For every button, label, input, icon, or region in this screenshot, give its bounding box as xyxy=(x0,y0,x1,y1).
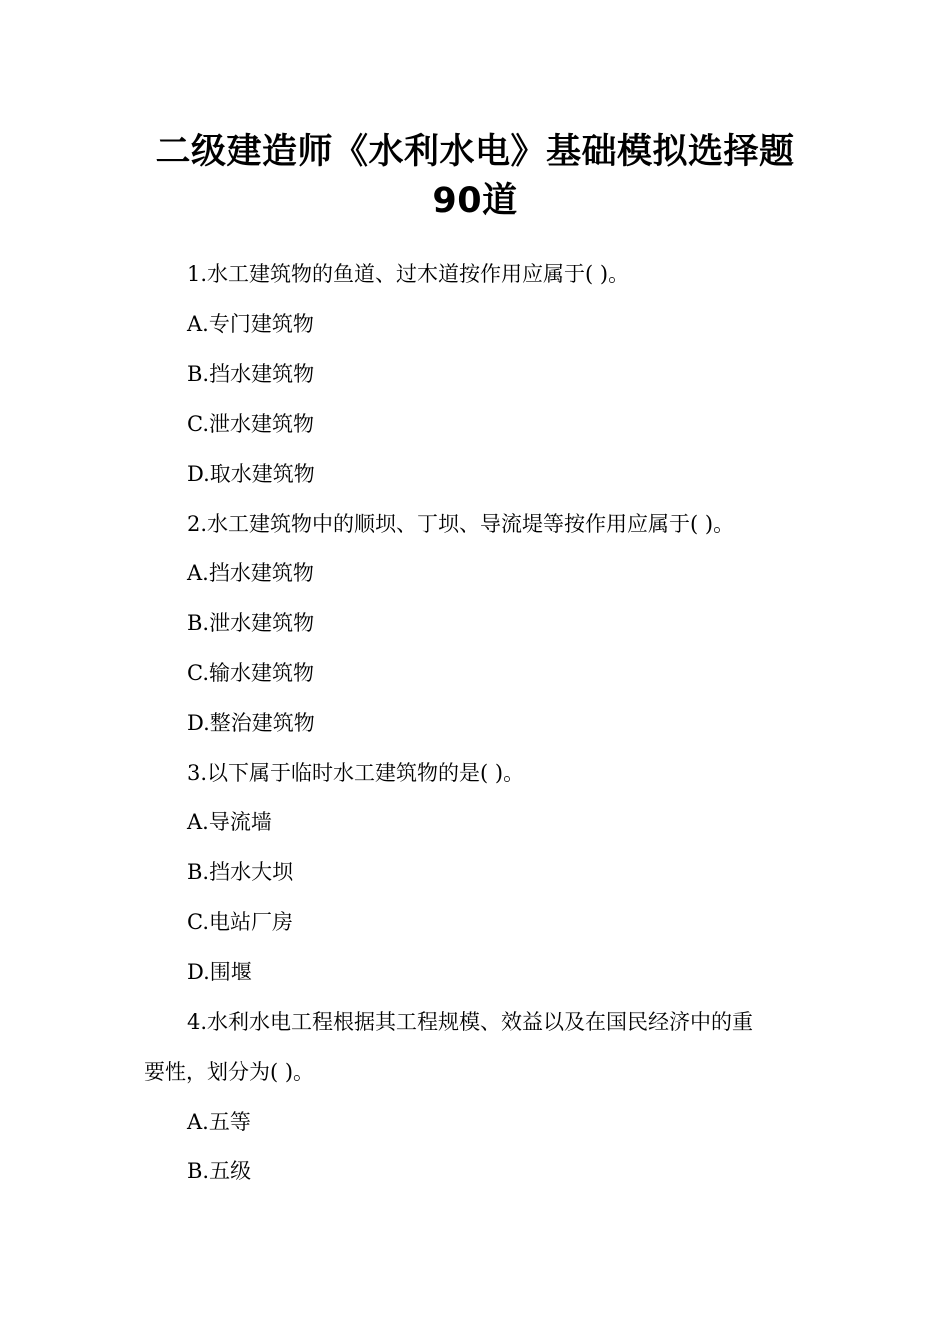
question-4-option-a: A.五等 xyxy=(187,1110,251,1134)
question-2-option-d: D.整治建筑物 xyxy=(187,711,315,735)
question-1-option-b: B.挡水建筑物 xyxy=(187,362,315,386)
question-2-option-a: A.挡水建筑物 xyxy=(187,561,314,585)
question-2-option-c: C.输水建筑物 xyxy=(187,661,314,685)
question-2-stem: 2.水工建筑物中的顺坝、丁坝、导流堤等按作用应属于( )。 xyxy=(187,512,735,536)
question-1-option-a: A.专门建筑物 xyxy=(187,312,314,336)
question-4-stem-line-2: 要性，划分为( )。 xyxy=(144,1060,315,1084)
question-4-stem-line-1: 4.水利水电工程根据其工程规模、效益以及在国民经济中的重 xyxy=(187,1010,754,1034)
question-3-option-c: C.电站厂房 xyxy=(187,910,293,934)
document-title-line-2: 90道 xyxy=(432,181,518,221)
question-3-option-a: A.导流墙 xyxy=(187,810,272,834)
question-1-option-c: C.泄水建筑物 xyxy=(187,412,314,436)
document-title-line-1: 二级建造师《水利水电》基础模拟选择题 xyxy=(155,132,795,172)
question-3-option-b: B.挡水大坝 xyxy=(187,860,294,884)
question-1-option-d: D.取水建筑物 xyxy=(187,462,315,486)
question-3-option-d: D.围堰 xyxy=(187,960,252,984)
question-4-option-b: B.五级 xyxy=(187,1159,252,1183)
question-1-stem: 1.水工建筑物的鱼道、过木道按作用应属于( )。 xyxy=(187,262,630,286)
question-2-option-b: B.泄水建筑物 xyxy=(187,611,315,635)
question-3-stem: 3.以下属于临时水工建筑物的是( )。 xyxy=(187,761,525,785)
